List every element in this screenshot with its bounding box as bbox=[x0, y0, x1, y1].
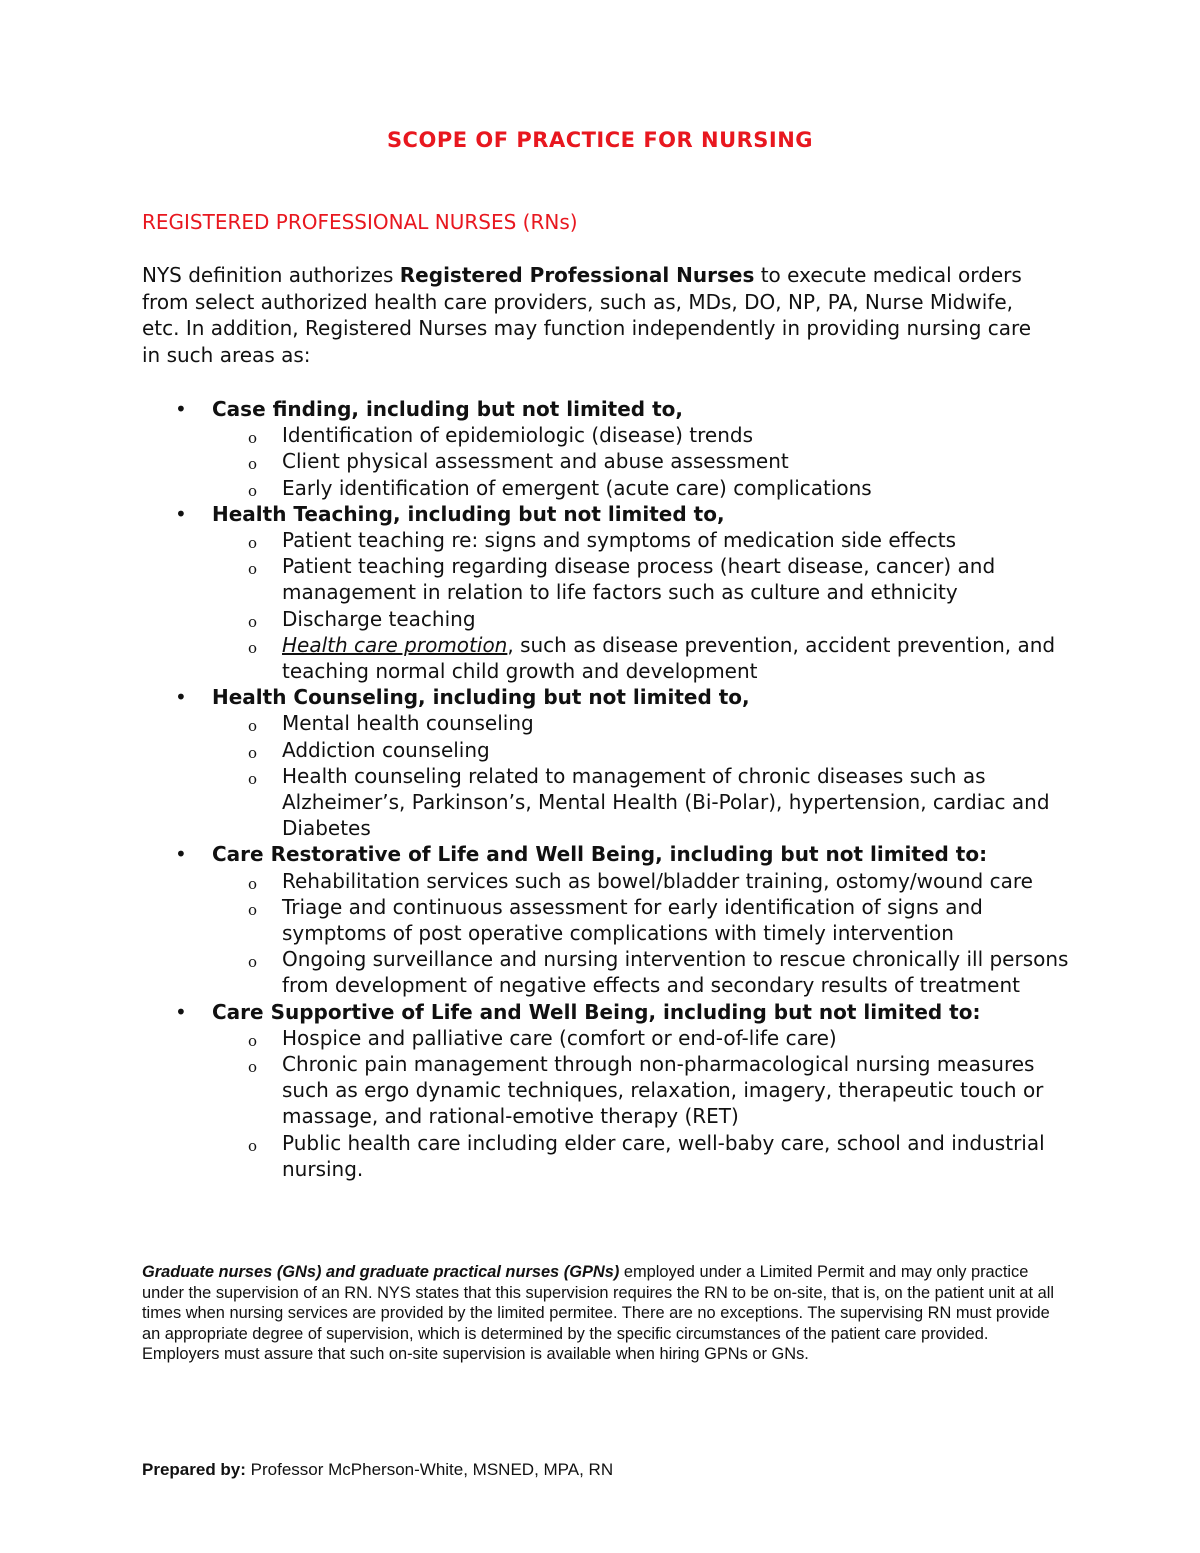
sub-bullet-icon: o bbox=[248, 638, 258, 657]
list-item bbox=[212, 710, 1072, 736]
bullet-icon: • bbox=[175, 685, 187, 710]
list-item-text: , such as disease prevention, accident prevention, and teaching normal child growth and development bbox=[282, 632, 1056, 684]
sub-bullet-icon: o bbox=[248, 1058, 258, 1077]
list-item bbox=[212, 527, 1072, 553]
bullet-icon: • bbox=[175, 842, 187, 867]
sub-bullet-icon: o bbox=[248, 953, 258, 972]
list-item bbox=[212, 422, 1072, 448]
sub-bullet-icon: o bbox=[248, 874, 258, 893]
list-item-text: Client physical assessment and abuse assessment bbox=[282, 449, 789, 474]
sub-bullet-icon: o bbox=[248, 612, 258, 631]
category-item bbox=[142, 501, 1072, 684]
list-item-text: Early identification of emergent (acute care) complications bbox=[282, 475, 872, 500]
category-label: Health Teaching, including but not limited to, bbox=[212, 501, 725, 526]
list-item bbox=[212, 1025, 1072, 1051]
scope-list bbox=[142, 396, 1072, 1182]
list-item bbox=[212, 868, 1072, 894]
list-item bbox=[212, 1051, 1072, 1130]
category-item bbox=[142, 999, 1072, 1182]
sub-bullet-icon: o bbox=[248, 481, 258, 500]
bullet-icon: • bbox=[175, 397, 187, 421]
list-item bbox=[212, 894, 1072, 946]
sub-bullet-icon: o bbox=[248, 769, 258, 788]
sub-list bbox=[212, 710, 1072, 841]
category-label: Health Counseling, including but not limited to, bbox=[212, 685, 750, 710]
sub-bullet-icon: o bbox=[248, 560, 258, 579]
category-label: Care Supportive of Life and Well Being, including but not limited to: bbox=[212, 999, 981, 1024]
list-item-text: Public health care including elder care, well-baby care, school and industrial nursing. bbox=[282, 1130, 1045, 1181]
page-title: SCOPE OF PRACTICE FOR NURSING bbox=[386, 128, 814, 152]
list-item-text: Mental health counseling bbox=[282, 711, 534, 736]
bullet-icon: • bbox=[175, 999, 187, 1024]
intro-text-before: NYS definition authorizes bbox=[142, 263, 400, 287]
footer-text: Professor McPherson-White, MSNED, MPA, RN bbox=[245, 1460, 614, 1479]
sub-bullet-icon: o bbox=[248, 429, 258, 448]
list-item-text: Rehabilitation services such as bowel/bladder training, ostomy/wound care bbox=[282, 868, 1033, 893]
intro-paragraph bbox=[142, 262, 1052, 368]
note-text: employed under a Limited Permit and may only practice under the supervision of an RN. NYS states that this supervision requires the RN to be on-site, that is, on the patient unit at all times when nursing services are provided by the limited permitee. There are no exceptions. The supervising RN must provide an appropriate degree of supervision, which is determined by the specific circumstances of the patient care provided. Employers must assure that such on-site supervision is available when hiring GPNs or GNs. bbox=[142, 1263, 1054, 1363]
list-item-text: Chronic pain management through non-pharmacological nursing measures such as ergo dynamic techniques, relaxation, imagery, therapeutic touch or massage, and rational-emotive therapy (RET) bbox=[282, 1052, 1044, 1129]
list-item bbox=[212, 606, 1072, 632]
sub-bullet-icon: o bbox=[248, 900, 258, 919]
health-care-promotion-term: Health care promotion bbox=[282, 632, 508, 657]
graduate-nurses-note bbox=[142, 1262, 1060, 1365]
list-item-text: Triage and continuous assessment for early identification of signs and symptoms of post operative complications with timely intervention bbox=[282, 894, 983, 946]
list-item-text: Health counseling related to management of chronic diseases such as Alzheimer’s, Parkinson’s, Mental Health (Bi-Polar), hypertension, cardiac and Diabetes bbox=[282, 763, 1050, 841]
note-bold-lead: Graduate nurses (GNs) and graduate practical nurses (GPNs) bbox=[142, 1263, 620, 1281]
bullet-icon: • bbox=[175, 501, 187, 526]
list-item-text: Identification of epidemiologic (disease) trends bbox=[282, 423, 753, 448]
sub-bullet-icon: o bbox=[248, 1136, 258, 1155]
footer-label: Prepared by: bbox=[142, 1460, 246, 1479]
category-item bbox=[142, 841, 1072, 998]
sub-bullet-icon: o bbox=[248, 455, 258, 474]
sub-list bbox=[212, 422, 1072, 501]
list-item bbox=[212, 946, 1072, 998]
list-item bbox=[212, 553, 1072, 605]
sub-bullet-icon: o bbox=[248, 1031, 258, 1050]
list-item bbox=[212, 475, 1072, 501]
sub-bullet-icon: o bbox=[248, 743, 258, 762]
list-item-text: Patient teaching re: signs and symptoms of medication side effects bbox=[282, 528, 956, 553]
intro-text-after: to execute medical orders from select authorized health care providers, such as, MDs, DO, NP, PA, Nurse Midwife, etc. In addition, Registered Nurses may function independently in providing nursing care in such areas as: bbox=[142, 263, 1032, 367]
list-item-text: Ongoing surveillance and nursing intervention to rescue chronically ill persons from development of negative effects and secondary results of treatment bbox=[282, 947, 1069, 998]
list-item bbox=[212, 1130, 1072, 1182]
list-item-text: Hospice and palliative care (comfort or end-of-life care) bbox=[282, 1025, 837, 1050]
prepared-by-footer bbox=[142, 1460, 613, 1480]
sub-list bbox=[212, 868, 1072, 999]
sub-list bbox=[212, 1025, 1072, 1182]
list-item-text: Patient teaching regarding disease process (heart disease, cancer) and management in relation to life factors such as culture and ethnicity bbox=[282, 554, 996, 605]
category-label: Care Restorative of Life and Well Being, including but not limited to: bbox=[212, 842, 988, 867]
sub-list bbox=[212, 527, 1072, 684]
section-heading: REGISTERED PROFESSIONAL NURSES (RNs) bbox=[142, 210, 578, 234]
intro-bold-term: Registered Professional Nurses bbox=[399, 263, 755, 287]
list-item bbox=[212, 448, 1072, 474]
sub-bullet-icon: o bbox=[248, 717, 258, 736]
list-item bbox=[212, 632, 1072, 684]
list-item bbox=[212, 737, 1072, 763]
category-item bbox=[142, 684, 1072, 841]
sub-bullet-icon: o bbox=[248, 534, 258, 553]
list-item bbox=[212, 763, 1072, 842]
list-item-text: Addiction counseling bbox=[282, 737, 490, 762]
category-item bbox=[142, 396, 1072, 501]
list-item-text: Discharge teaching bbox=[282, 606, 476, 631]
category-label: Case finding, including but not limited to, bbox=[212, 397, 683, 421]
